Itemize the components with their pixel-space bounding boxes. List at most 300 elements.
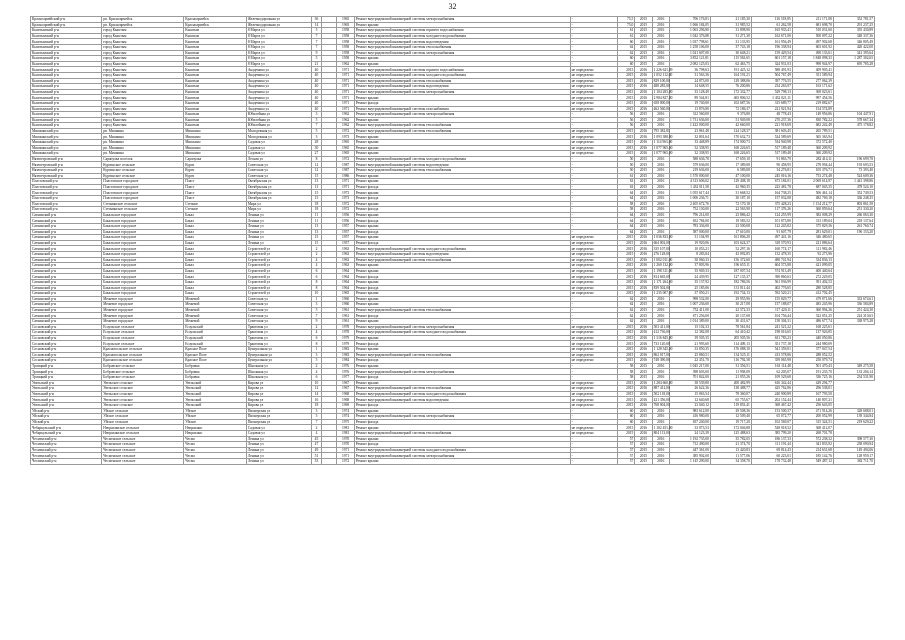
table-cell: 1 114 963,00 xyxy=(653,140,673,145)
table-cell: 1965 xyxy=(337,291,354,297)
table-cell: 1971 xyxy=(337,447,354,453)
table-cell: 1 093 388,00 xyxy=(653,134,673,139)
table-cell: - xyxy=(570,229,617,235)
table-cell: Бакал xyxy=(184,240,247,246)
table-cell: Ремонт внутридомовой инженерной системы водоотведения xyxy=(354,251,570,257)
table-cell: 328 688,01 xyxy=(833,408,874,414)
table-cell: 1957 xyxy=(337,240,354,246)
table-cell: 139 344,84 xyxy=(833,414,874,420)
table-cell: - xyxy=(570,44,617,50)
table-cell: 5 xyxy=(311,56,322,62)
table-cell: Курги xyxy=(184,168,247,174)
table-cell: Чесма xyxy=(184,447,247,453)
table-cell: Чесменский р-н xyxy=(31,453,102,459)
table-cell: не определено xyxy=(570,358,617,364)
table-cell: 351 737,18 xyxy=(751,341,792,347)
table-cell: не определено xyxy=(570,257,617,263)
table-cell: 2016 xyxy=(652,123,669,129)
table-cell: 250 079,74 xyxy=(792,358,833,364)
table-cell: 7 xyxy=(311,39,322,45)
table-cell: 1 xyxy=(311,296,322,302)
table-cell: Степное xyxy=(184,201,247,207)
table-cell: 2015 xyxy=(618,251,635,257)
table-cell: 1967 xyxy=(337,380,354,386)
table-cell: 412 702,45 xyxy=(792,291,833,297)
table-cell: 62 xyxy=(618,44,635,50)
table-cell: 245 016,16 xyxy=(751,173,792,179)
table-cell: Чесменский р-н xyxy=(31,436,102,442)
table-cell: Ремонт крыши xyxy=(354,380,570,386)
table-cell: 2015 xyxy=(618,285,635,291)
table-cell: 78 561,84 xyxy=(710,324,751,330)
table-cell: 50 xyxy=(618,162,635,168)
table-cell: Увельский р-н xyxy=(31,386,102,392)
table-cell: 2015 xyxy=(635,319,652,325)
table-cell: Сосновский р-н xyxy=(31,341,102,347)
table-cell: 102 569,07 xyxy=(751,419,792,425)
table-cell: Строителей ул xyxy=(246,285,311,291)
table-cell: 549 487,12 xyxy=(792,458,833,464)
table-cell: 1958 xyxy=(337,56,354,62)
table-cell: 398 603,00 xyxy=(669,369,710,375)
table-cell: Ремонт внутридомовой инженерной системы электроснабжения xyxy=(354,89,570,95)
table-cell: Ремонт крыши xyxy=(354,173,570,179)
table-cell: 34 276,81 xyxy=(751,168,792,174)
table-cell: рп. Мишкино xyxy=(102,134,184,140)
table-cell: не определено xyxy=(570,134,617,140)
table-cell: 36 xyxy=(311,17,322,23)
table-cell: 1978 xyxy=(337,324,354,330)
table-cell: Бобровское сельское xyxy=(102,375,184,381)
table-cell: Садовая ул xyxy=(246,145,311,151)
table-cell: 57 xyxy=(618,447,635,453)
table-cell: 1962 xyxy=(337,61,354,67)
table-cell: Ремонт внутридомовой инженерной системы водоотведения xyxy=(354,84,570,90)
table-cell: Мира ул xyxy=(246,207,311,213)
table-cell: 462 560,00 xyxy=(653,106,670,111)
table-cell: 1 021 607,00 xyxy=(669,50,710,56)
table-cell: Сосновский р-н xyxy=(31,347,102,353)
table-cell: 40 xyxy=(311,78,322,84)
table-cell: 1986 xyxy=(337,173,354,179)
table-cell: Ремонт внутридомовой инженерной системы холодного водоснабжения xyxy=(354,246,570,252)
table-cell: 2015 xyxy=(618,335,635,341)
table-cell: 2016 xyxy=(652,447,669,453)
table-cell: Кыштымский р-н xyxy=(31,100,102,106)
table-cell: 9 376,80 xyxy=(710,112,751,118)
table-cell: Саткинский р-н xyxy=(31,223,102,229)
table-cell: 2015 xyxy=(635,61,652,67)
table-cell: 529 798,13 xyxy=(751,89,792,95)
table-cell: 7 xyxy=(311,44,322,50)
table-cell: 2015 xyxy=(635,123,652,129)
table-cell: Межевой xyxy=(184,307,247,313)
table-cell: 164 191,21 xyxy=(710,72,751,78)
table-cell: 510 031,60 xyxy=(792,28,833,34)
table-cell: 2 xyxy=(311,425,322,431)
table-cell: 51 xyxy=(311,453,322,459)
table-cell: 27 xyxy=(311,151,322,157)
table-cell: Чесма xyxy=(184,436,247,442)
table-cell: Ремонт внутридомовой инженерной системы холодного водоснабжения xyxy=(354,391,570,397)
table-cell: город Кыштым xyxy=(102,89,184,95)
table-cell: Строителей ул xyxy=(246,279,311,285)
table-cell: 500 097,22 xyxy=(792,33,833,39)
table-cell: 7 xyxy=(311,33,322,39)
table-cell: 1 848 098,33 xyxy=(792,56,833,62)
table-cell: 58 xyxy=(618,201,635,207)
table-cell: Молодежная ул xyxy=(246,128,311,134)
table-cell: 1963 xyxy=(337,246,354,252)
table-cell: 486 677,74 xyxy=(792,319,833,325)
table-cell: Школьная ул xyxy=(246,369,311,375)
table-cell: Пластовский р-н xyxy=(31,196,102,202)
table-cell: Октябрьская ул xyxy=(246,184,311,190)
table-cell: 2016 xyxy=(652,458,669,464)
table-cell: Садовая ул xyxy=(246,425,311,431)
table-cell: 32 338,95 xyxy=(669,151,710,157)
table-cell: 24 123,39 xyxy=(669,430,710,436)
table-cell: 191 425,12 xyxy=(710,67,751,73)
table-cell: Нязепетровский р-н xyxy=(31,156,102,162)
table-cell: 1987 xyxy=(337,168,354,174)
table-cell: 5 xyxy=(311,307,322,313)
table-cell: 2015 xyxy=(635,173,652,179)
table-cell: 16 xyxy=(311,397,322,403)
table-cell: Кыштым xyxy=(184,95,247,101)
table-cell: 2015 xyxy=(618,100,635,106)
table-cell: 1971 xyxy=(337,67,354,73)
table-cell: 336 584,89 xyxy=(833,302,874,308)
table-cell: город Кыштым xyxy=(102,61,184,67)
table-cell: 111 982,46 xyxy=(792,246,833,252)
table-cell: 4 xyxy=(311,257,322,263)
table-cell: 6 xyxy=(311,268,322,274)
table-cell: 1974 xyxy=(337,408,354,414)
table-cell: - xyxy=(570,307,617,313)
table-cell: 161 956,49 xyxy=(751,39,792,45)
table-cell: 40 xyxy=(311,100,322,106)
table-cell: 2016 xyxy=(635,134,652,140)
table-cell: 60 223,01 xyxy=(751,453,792,459)
table-cell: не определено xyxy=(570,72,617,78)
table-cell: Увельское сельское xyxy=(102,402,184,408)
table-cell: 63 xyxy=(618,184,635,190)
table-cell: 783 336,00 xyxy=(669,223,710,229)
table-cell: Саткинский р-н xyxy=(31,257,102,263)
table-cell: Ремонт внутридомовой инженерной системы теплоснабжения xyxy=(354,44,570,50)
table-cell: 2015 xyxy=(618,140,635,146)
table-cell: - xyxy=(570,458,617,464)
table-cell: - xyxy=(570,223,617,229)
table-cell: 13 xyxy=(311,229,322,235)
table-cell: 18 xyxy=(311,402,322,408)
table-cell: - xyxy=(570,28,617,34)
table-cell: Увельское сельское xyxy=(102,391,184,397)
table-cell: 1965 xyxy=(337,17,354,23)
table-cell: 2016 xyxy=(635,347,652,353)
table-cell: 2016 xyxy=(652,17,669,23)
table-cell: 1961 xyxy=(337,313,354,319)
table-cell: 324 931,03 xyxy=(751,61,792,67)
table-cell: не определено xyxy=(570,352,617,358)
table-cell: 346 480,65 xyxy=(792,235,833,241)
table-cell: 21 185,30 xyxy=(710,17,751,23)
table-cell: Кыштымский р-н xyxy=(31,67,102,73)
table-cell: 2016 xyxy=(635,257,652,263)
table-cell: 12 640,68 xyxy=(669,397,710,403)
table-cell: 60 xyxy=(618,414,635,420)
table-cell: 1 063 296,80 xyxy=(669,28,710,34)
table-cell: не определено xyxy=(570,235,617,241)
table-cell: 421 356,00 xyxy=(653,397,670,402)
table-cell: Непряхино xyxy=(184,430,247,436)
table-cell: Бобровское сельское xyxy=(102,369,184,375)
table-cell: 196 153,20 xyxy=(833,229,874,235)
table-cell: 2016 xyxy=(635,430,652,436)
table-cell: 10 xyxy=(311,291,322,297)
table-cell: 1958 xyxy=(337,39,354,45)
table-cell: 1965 xyxy=(337,140,354,146)
table-cell: 72 186,37 xyxy=(710,106,751,112)
table-cell: 733 120,00 xyxy=(653,341,670,346)
table-cell: Бакальское городское xyxy=(102,279,184,285)
table-cell: 1979 xyxy=(337,335,354,341)
table-cell: 360 209,92 xyxy=(792,145,833,151)
table-cell: 65 072,77 xyxy=(751,414,792,420)
table-cell: 2015 xyxy=(618,84,635,90)
table-cell: 20 137,68 xyxy=(710,313,751,319)
table-cell: 1963 xyxy=(337,251,354,257)
table-cell: 2015 xyxy=(618,386,635,392)
table-cell: 1965 xyxy=(337,145,354,151)
table-cell: 409 905,41 xyxy=(792,67,833,73)
table-cell: 282 414,11 xyxy=(792,156,833,162)
table-cell: 335 107,00 xyxy=(653,246,670,251)
table-cell: не определено xyxy=(570,246,617,252)
table-cell: Центральная ул xyxy=(246,347,311,353)
table-cell: 8 Марта ул xyxy=(246,50,311,56)
table-cell: Кирова ул xyxy=(246,386,311,392)
table-cell: 4 xyxy=(311,330,322,336)
table-cell: Центральная ул xyxy=(246,352,311,358)
table-cell: 22 563,90 xyxy=(710,207,751,213)
table-cell: Бакальское городское xyxy=(102,274,184,280)
table-cell: 119 853,41 xyxy=(710,402,751,408)
table-cell: - xyxy=(570,17,617,23)
table-cell: 22 451,70 xyxy=(669,358,710,364)
table-cell: Пласт xyxy=(184,184,247,190)
table-cell: Нязепетровский р-н xyxy=(31,168,102,174)
table-cell: Непряхино xyxy=(184,425,247,431)
table-cell: 2015 xyxy=(635,50,652,56)
table-cell: 34 358,70 xyxy=(710,458,751,464)
table-cell: Мишкино xyxy=(184,134,247,140)
table-cell: 2016 xyxy=(652,190,669,196)
table-cell: 416 980,00 xyxy=(669,414,710,420)
table-cell: 155 829,77 xyxy=(751,296,792,302)
table-cell: 131 011,44 xyxy=(710,285,751,291)
table-cell: 1968 xyxy=(337,397,354,403)
table-cell: Сосновский р-н xyxy=(31,330,102,336)
table-cell: не определено xyxy=(570,128,617,134)
table-cell: 312 560,00 xyxy=(669,112,710,118)
table-cell: не определено xyxy=(570,251,617,257)
table-cell: Степное xyxy=(184,207,247,213)
table-cell: 29 955,96 xyxy=(710,296,751,302)
table-cell: 829 100,00 xyxy=(653,78,670,83)
table-cell: 1958 xyxy=(337,50,354,56)
table-cell: Саткинский р-н xyxy=(31,212,102,218)
table-cell: 322 051,25 xyxy=(792,313,833,319)
table-cell: 375 428,23 xyxy=(751,201,792,207)
table-cell: 2015 xyxy=(618,397,635,403)
table-cell: 89 544,81 xyxy=(669,95,710,101)
table-cell: 2016 xyxy=(635,106,652,112)
table-cell: 1 102 451,00 xyxy=(653,425,673,430)
table-cell: Железнодорожная ул xyxy=(246,22,311,28)
table-cell: 2016 xyxy=(635,330,652,336)
table-cell: 33 448,89 xyxy=(669,140,710,146)
table-cell: 2016 xyxy=(635,386,652,392)
table-cell: 1961 xyxy=(337,319,354,325)
table-cell: 1971 xyxy=(337,95,354,101)
table-cell: Ремонт фасада xyxy=(354,207,570,213)
table-cell: 281 629,01 xyxy=(792,229,833,235)
table-cell: 2015 xyxy=(635,302,652,308)
table-cell: Юбилейная ул xyxy=(246,123,311,129)
table-cell: 471 914,26 xyxy=(792,408,833,414)
table-cell: 31 668,52 xyxy=(710,190,751,196)
table-cell: 185 142,76 xyxy=(792,453,833,459)
table-cell: Ремонт крыши xyxy=(354,140,570,146)
table-cell: 2016 xyxy=(635,84,652,90)
table-cell: Саткинский р-н xyxy=(31,291,102,297)
table-cell: Кыштым xyxy=(184,56,247,62)
table-cell: 377 047,54 xyxy=(792,347,833,353)
table-cell: 2015 xyxy=(618,279,635,285)
table-cell: 61 262,58 xyxy=(751,22,792,28)
table-cell: 983 612,00 xyxy=(669,408,710,414)
table-cell: Ремонт фасада xyxy=(354,240,570,246)
table-cell: Увельский р-н xyxy=(31,402,102,408)
table-cell: 341 833,92 xyxy=(792,442,833,448)
table-cell: Ленина ул xyxy=(246,229,311,235)
table-cell: 1983 xyxy=(337,352,354,358)
table-cell: 1 235 007,00 xyxy=(653,291,673,296)
table-cell: Ленина ул xyxy=(246,447,311,453)
table-cell: 652 784,00 xyxy=(669,218,710,224)
table-cell: 657 240,00 xyxy=(669,419,710,425)
table-cell: 165 935,41 xyxy=(751,28,792,34)
table-cell: Ремонт внутридомовой инженерной системы водоотведения xyxy=(354,397,570,403)
table-cell: 168 225,61 xyxy=(792,324,833,330)
table-cell: - xyxy=(570,453,617,459)
table-cell: не определено xyxy=(570,386,617,392)
table-cell: 360 209,92 xyxy=(792,151,833,157)
table-cell: 2016 xyxy=(652,369,669,375)
table-cell: 73 393,40 xyxy=(833,168,874,174)
table-cell: 338 975,28 xyxy=(833,319,874,325)
table-cell: Саткинский р-н xyxy=(31,229,102,235)
table-cell: город Кыштым xyxy=(102,33,184,39)
table-cell: 57 xyxy=(618,453,635,459)
table-cell: 2016 xyxy=(635,268,652,274)
table-cell: не определено xyxy=(570,151,617,157)
table-cell: 45 xyxy=(311,436,322,442)
table-cell: не определено xyxy=(570,140,617,146)
table-cell: 2015 xyxy=(618,106,635,112)
table-cell: Кыштымский р-н xyxy=(31,123,102,129)
table-cell: Мишкинский р-н xyxy=(31,145,102,151)
table-cell: 2016 xyxy=(652,363,669,369)
table-cell: 30 217,08 xyxy=(710,302,751,308)
table-cell: 10 053,21 xyxy=(669,246,710,252)
table-cell: Пласт xyxy=(184,196,247,202)
table-cell: Ремонт крыши xyxy=(354,223,570,229)
table-cell: Ленина ул xyxy=(246,212,311,218)
table-cell: Строителей ул xyxy=(246,268,311,274)
table-cell: 244 980,09 xyxy=(792,341,833,347)
table-cell: 572 238,32 xyxy=(792,436,833,442)
table-cell: 420 422,00 xyxy=(833,44,874,50)
table-cell: Красное Поле xyxy=(184,347,247,353)
table-cell: 346 805,49 xyxy=(833,39,874,45)
table-cell: Ремонт крыши xyxy=(354,347,570,353)
table-cell: 2016 xyxy=(652,218,669,224)
table-cell: 192 734,13 xyxy=(710,291,751,297)
table-cell: 753 274,48 xyxy=(792,173,833,179)
table-cell: Кыштым xyxy=(184,28,247,34)
table-cell: 8 Марта ул xyxy=(246,44,311,50)
table-cell: Кыштым xyxy=(184,84,247,90)
table-cell: Бакал xyxy=(184,229,247,235)
table-cell: 2016 xyxy=(635,397,652,403)
table-cell: 186 137,33 xyxy=(751,436,792,442)
table-cell: Бакальское городское xyxy=(102,251,184,257)
table-cell: 2 xyxy=(311,246,322,252)
table-cell: 1 066 184,05 xyxy=(669,22,710,28)
table-cell: 592 520,21 xyxy=(751,291,792,297)
table-cell: 1964 xyxy=(337,285,354,291)
table-cell: 2016 xyxy=(635,402,652,408)
table-cell: 156 372,60 xyxy=(710,257,751,263)
table-cell: 90 458,95 xyxy=(751,162,792,168)
table-cell: 162 671,00 xyxy=(751,33,792,39)
table-cell: 29 508,36 xyxy=(710,408,751,414)
table-cell: Чебаркульский р-н xyxy=(31,430,102,436)
table-cell: 2016 xyxy=(635,140,652,146)
table-cell: Советская ул xyxy=(246,313,311,319)
table-cell: Ленина ул xyxy=(246,218,311,224)
table-cell: 149 956,86 xyxy=(792,112,833,118)
table-cell: 574 913,49 xyxy=(751,268,792,274)
table-cell: 2015 xyxy=(618,263,635,269)
table-cell: Бакальское городское xyxy=(102,229,184,235)
table-cell: 341 395,64 xyxy=(833,50,874,56)
table-cell: 31 271,30 xyxy=(710,33,751,39)
table-cell: Лесная ул xyxy=(246,156,311,162)
table-cell: 33 128,49 xyxy=(669,89,710,95)
table-cell: 1981 xyxy=(337,430,354,436)
table-cell: 313 189,04 xyxy=(792,218,833,224)
table-cell: 1 198 311,00 xyxy=(653,268,673,273)
table-cell: 35 949,33 xyxy=(669,268,710,274)
table-cell: 35 782,05 xyxy=(710,436,751,442)
table-cell: - xyxy=(570,296,617,302)
table-cell: город Кыштым xyxy=(102,28,184,34)
table-cell: Советская ул xyxy=(246,162,311,168)
